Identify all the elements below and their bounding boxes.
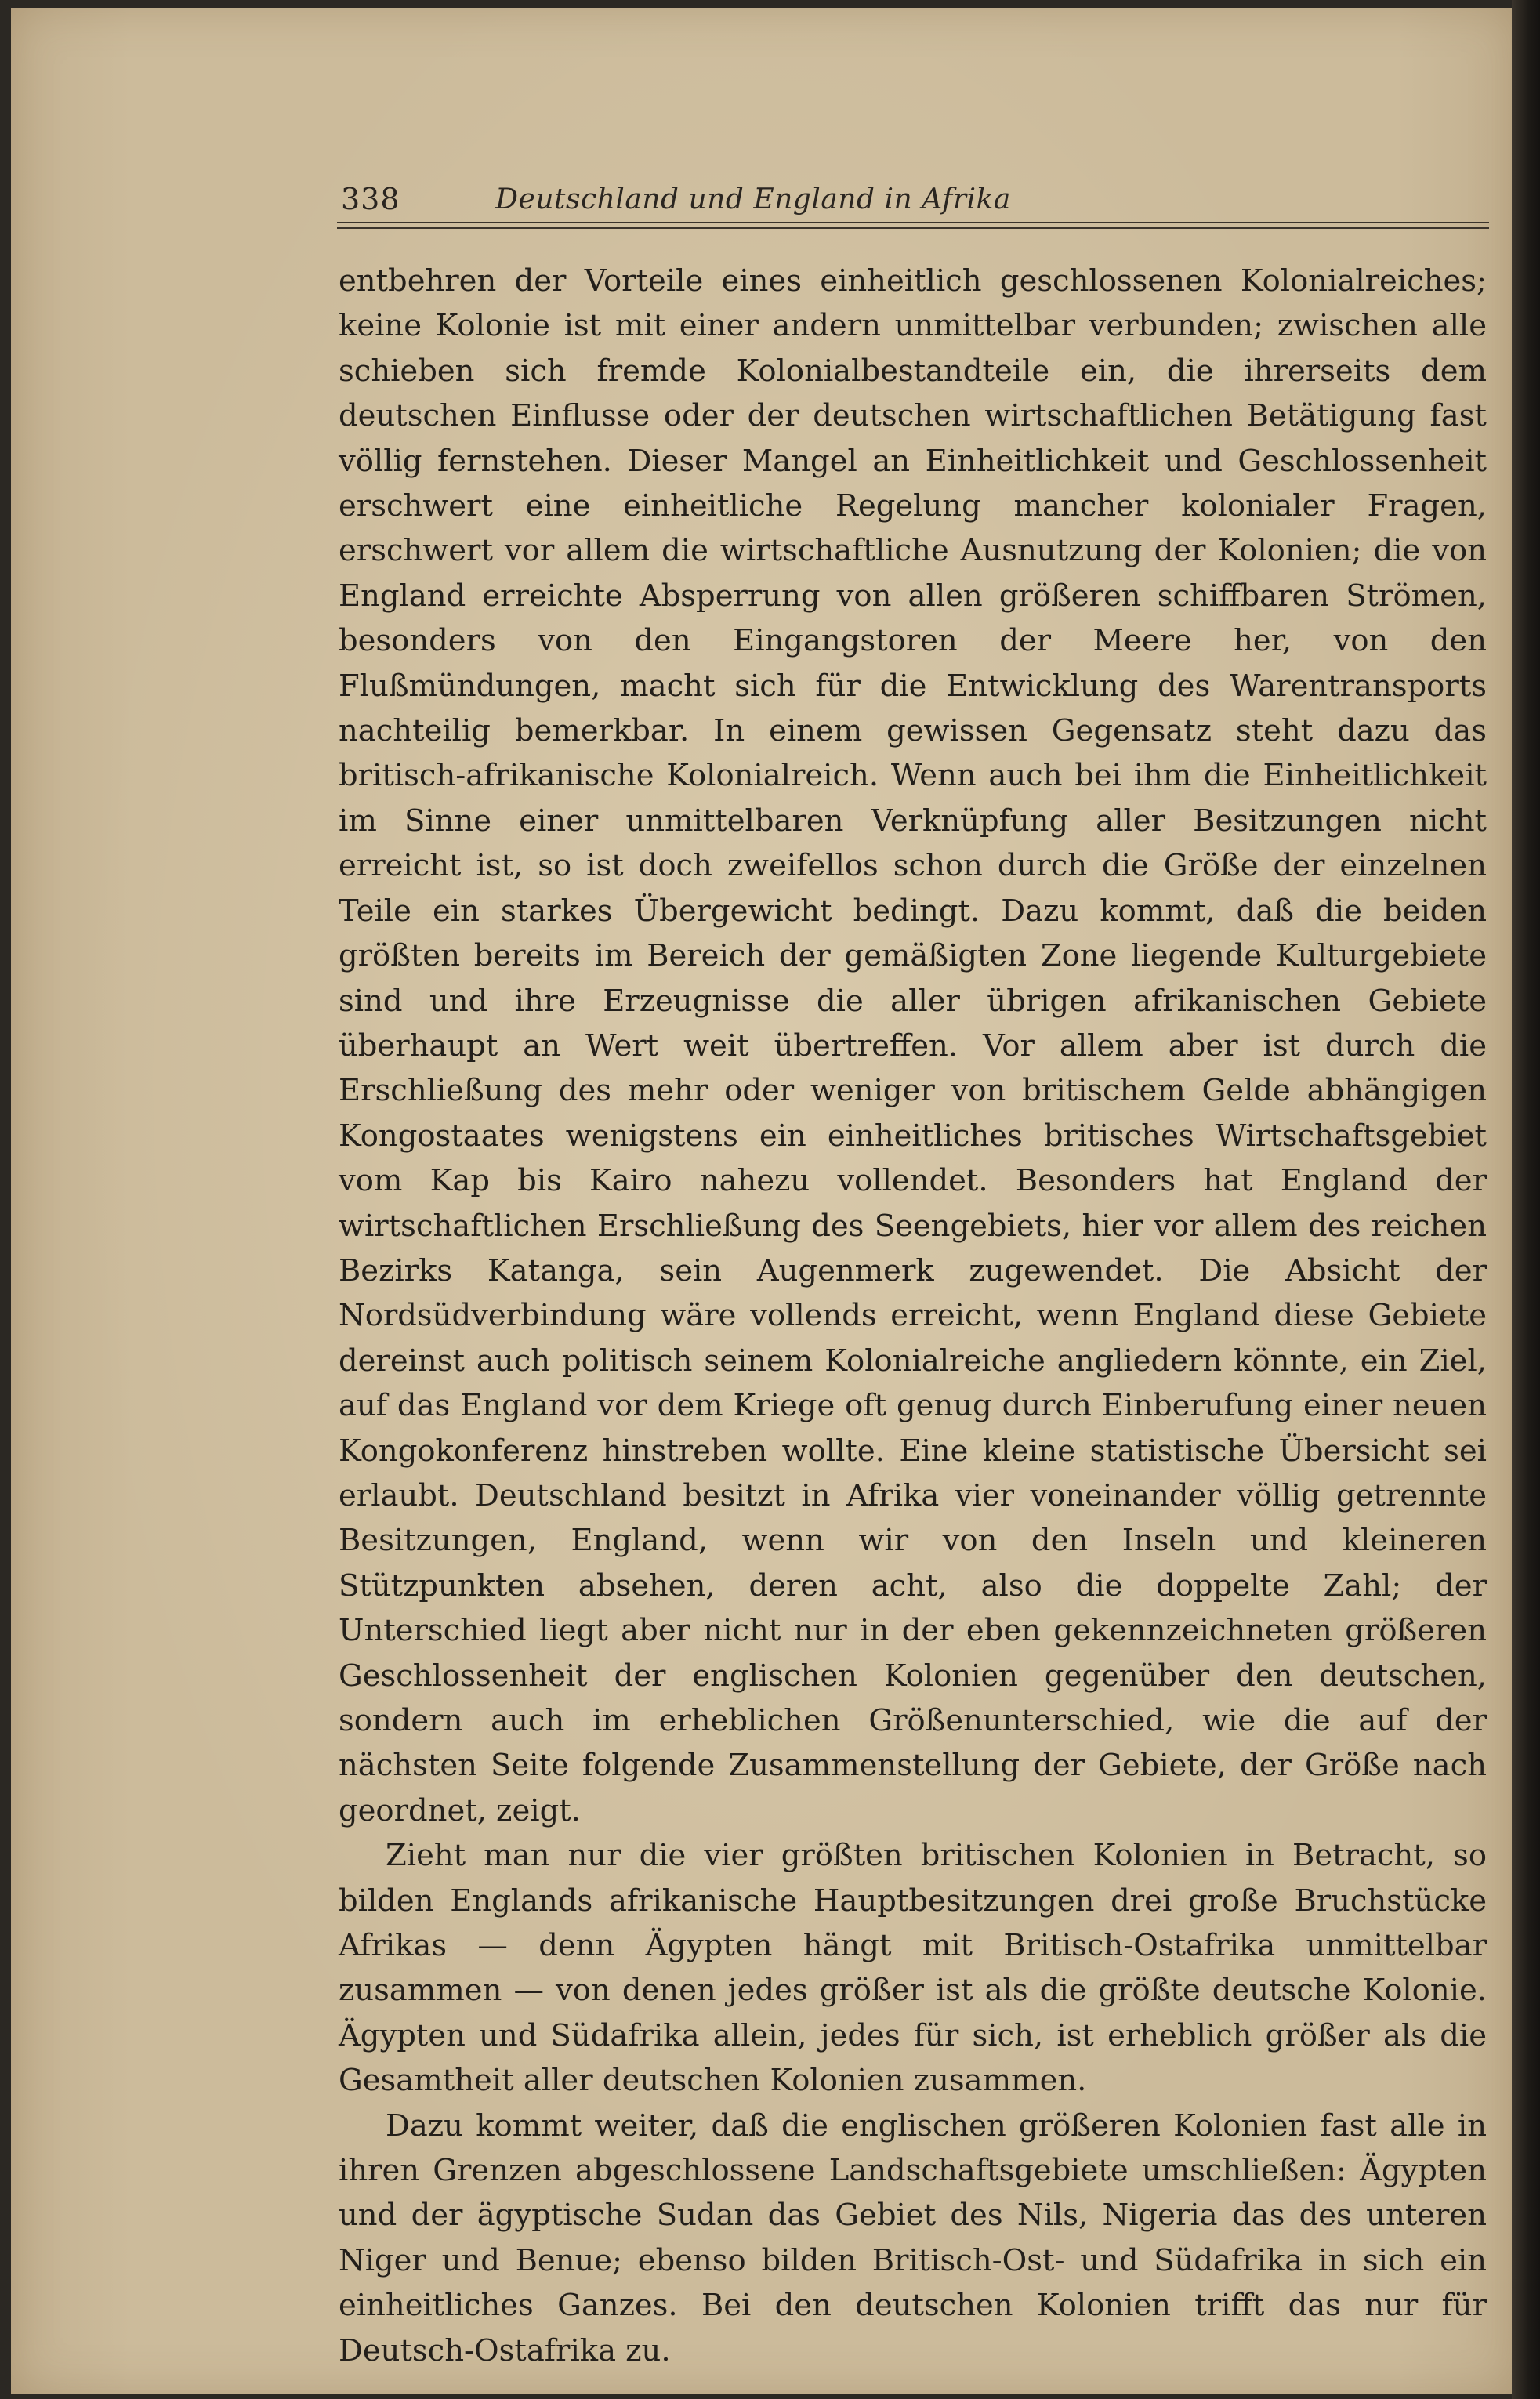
- paragraph-1: entbehren der Vorteile eines einheitlich geschlossenen Kolonialreiches; keine Kolonie ist mit einer andern unmittelbar verbunden; zwischen alle schieben sich fremde Kolonialbestandteile ein, die ihrerseits dem deutschen Einflusse oder der deutschen wirtschaftlichen Betätigung fast völlig fernstehen. Dieser Mangel an Einheitlichkeit und Geschlossenheit erschwert eine einheitliche Regelung mancher kolonialer Fragen, erschwert vor allem die wirtschaftliche Ausnutzung der Kolonien; die von England erreichte Absperrung von allen größeren schiffbaren Strömen, besonders von den Eingangstoren der Meere her, von den Flußmündungen, macht sich für die Entwicklung des Warentransports nachteilig bemerkbar. In einem gewissen Gegensatz steht dazu das britisch-afrikanische Kolonialreich. Wenn auch bei ihm die Einheitlichkeit im Sinne einer unmittelbaren Verknüpfung aller Besitzungen nicht erreicht ist, so ist doch zweifellos schon durch die Größe der einzelnen Teile ein starkes Übergewicht bedingt. Dazu kommt, daß die beiden größten bereits im Bereich der gemäßigten Zone liegende Kulturgebiete sind und ihre Erzeugnisse die aller übrigen afrikanischen Gebiete überhaupt an Wert weit übertreffen. Vor allem aber ist durch die Erschließung des mehr oder weniger von britischem Gelde abhängigen Kongostaates wenigstens ein einheitliches britisches Wirtschaftsgebiet vom Kap bis Kairo nahezu vollendet. Besonders hat England der wirtschaftlichen Erschließung des Seengebiets, hier vor allem des reichen Bezirks Katanga, sein Augenmerk zugewendet. Die Absicht der Nordsüdverbindung wäre vollends erreicht, wenn England diese Gebiete dereinst auch politisch seinem Kolonialreiche angliedern könnte, ein Ziel, auf das England vor dem Kriege oft genug durch Einberufung einer neuen Kongokonferenz hinstreben wollte. Eine kleine statistische Übersicht sei erlaubt. Deutschland besitzt in Afrika vier voneinander völlig getrennte Besitzungen, England, wenn wir von den Inseln und kleineren Stützpunkten absehen, deren acht, also die doppelte Zahl; der Unterschied liegt aber nicht nur in der eben gekennzeichneten größeren Geschlossenheit der englischen Kolonien gegenüber den deutschen, sondern auch im erheblichen Größenunterschied, wie die auf der nächsten Seite folgende Zusammenstellung der Gebiete, der Größe nach geordnet, zeigt.: [339, 263, 1487, 1828]
- header-rule-double: [337, 227, 1489, 229]
- running-title: Deutschland und England in Afrika: [495, 183, 1011, 216]
- book-spine-edge: [1512, 0, 1540, 2399]
- paragraph-2: Zieht man nur die vier größten britischen Kolonien in Betracht, so bilden Englands afrikanische Hauptbesitzungen drei große Bruchstücke Afrikas — denn Ägypten hängt mit Britisch-Ostafrika unmittelbar zusammen — von denen jedes größer ist als die größte deutsche Kolonie. Ägypten und Südafrika allein, jedes für sich, ist erheblich größer als die Gesamtheit aller deutschen Kolonien zusammen.: [339, 1838, 1487, 2099]
- page-number: 338: [341, 182, 400, 216]
- body-text: [339, 259, 1487, 2373]
- page-header: [325, 174, 1181, 221]
- header-rule: [337, 222, 1489, 223]
- paragraph-3: Dazu kommt weiter, daß die englischen größeren Kolonien fast alle in ihren Grenzen abgeschlossene Landschaftsgebiete umschließen: Ägypten und der ägyptische Sudan das Gebiet des Nils, Nigeria das des unteren Niger und Benue; ebenso bilden Britisch-Ost- und Südafrika in sich ein einheitliches Ganzes. Bei den deutschen Kolonien trifft das nur für Deutsch-Ostafrika zu.: [339, 2107, 1487, 2368]
